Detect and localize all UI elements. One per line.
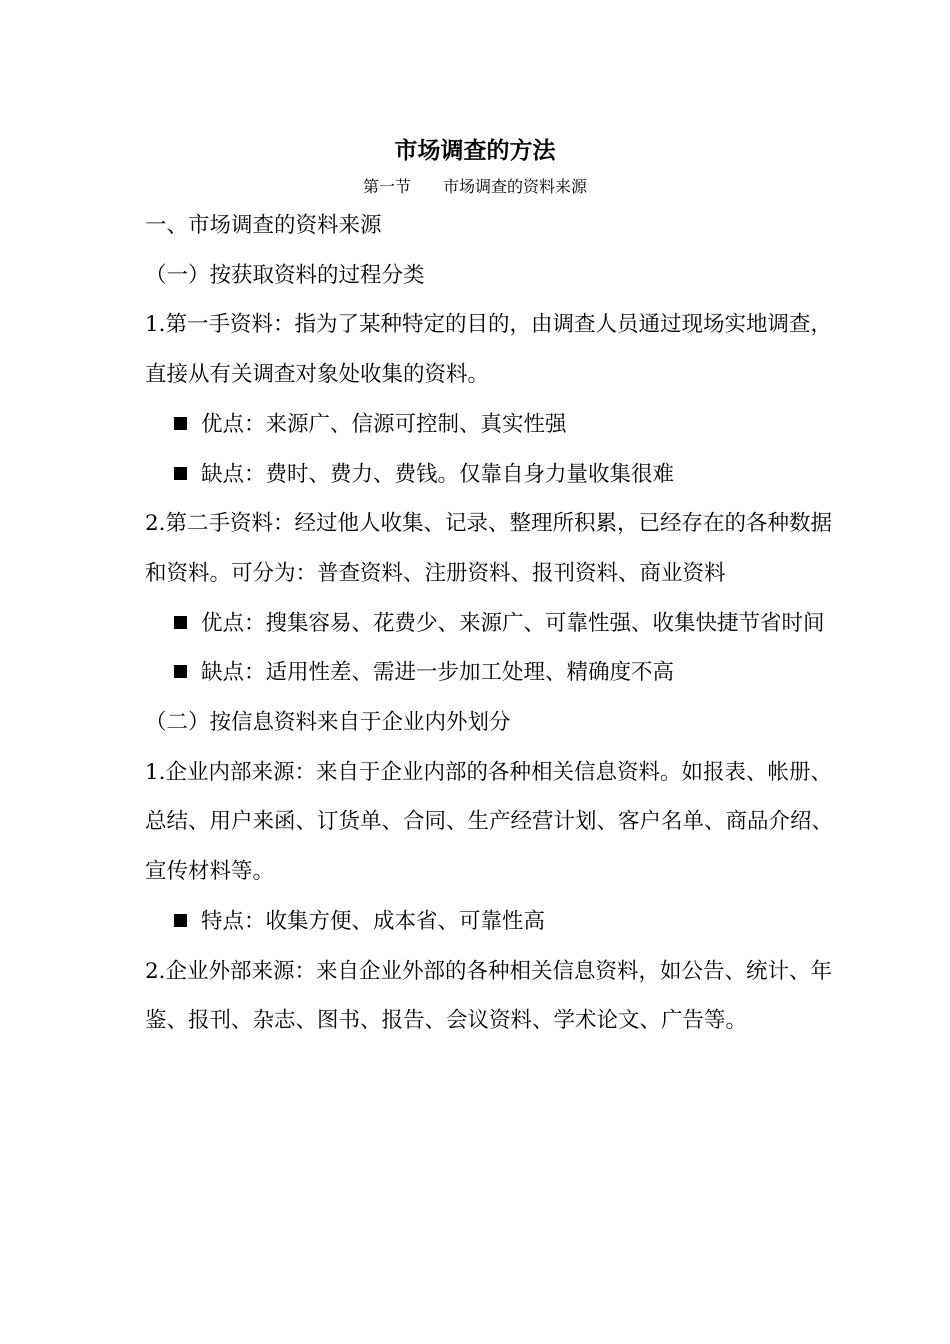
bullet-item [145, 450, 835, 500]
square-bullet-icon [174, 417, 187, 430]
square-bullet-icon [174, 665, 187, 678]
document-body [145, 201, 835, 1046]
square-bullet-icon [174, 467, 187, 480]
paragraph: 2.第二手资料：经过他人收集、记录、整理所积累，已经存在的各种数据和资料。可分为：普查资料、注册资料、报刊资料、商业资料 [145, 511, 833, 586]
bullet-text: 缺点：适用性差、需进一步加工处理、精确度不高 [201, 660, 675, 686]
bullet-item [145, 400, 835, 450]
bullet-text: 优点：搜集容易、花费少、来源广、可靠性强、收集快捷节省时间 [201, 610, 825, 636]
heading-level-1: 一、市场调查的资料来源 [145, 213, 382, 238]
square-bullet-icon [174, 616, 187, 629]
section-subtitle: 第一节 市场调查的资料来源 [362, 177, 587, 196]
bullet-item [145, 897, 835, 947]
document-title: 市场调查的方法 [394, 137, 556, 164]
square-bullet-icon [174, 914, 187, 927]
heading-level-2: （一）按获取资料的过程分类 [145, 262, 425, 288]
bullet-text: 优点：来源广、信源可控制、真实性强 [201, 411, 567, 437]
bullet-item [145, 648, 835, 698]
heading-level-2: （二）按信息资料来自于企业内外划分 [145, 710, 511, 736]
bullet-text: 特点：收集方便、成本省、可靠性高 [201, 908, 546, 934]
bullet-item [145, 599, 835, 649]
paragraph: 1.企业内部来源：来自于企业内部的各种相关信息资料。如报表、帐册、总结、用户来函、订货单、合同、生产经营计划、客户名单、商品介绍、宣传材料等。 [145, 759, 834, 885]
bullet-text: 缺点：费时、费力、费钱。仅靠自身力量收集很难 [201, 461, 675, 487]
paragraph: 1.第一手资料：指为了某种特定的目的，由调查人员通过现场实地调查，直接从有关调查对象处收集的资料。 [145, 312, 833, 388]
paragraph: 2.企业外部来源：来自企业外部的各种相关信息资料，如公告、统计、年鉴、报刊、杂志、图书、报告、会议资料、学术论文、广告等。 [145, 958, 833, 1034]
